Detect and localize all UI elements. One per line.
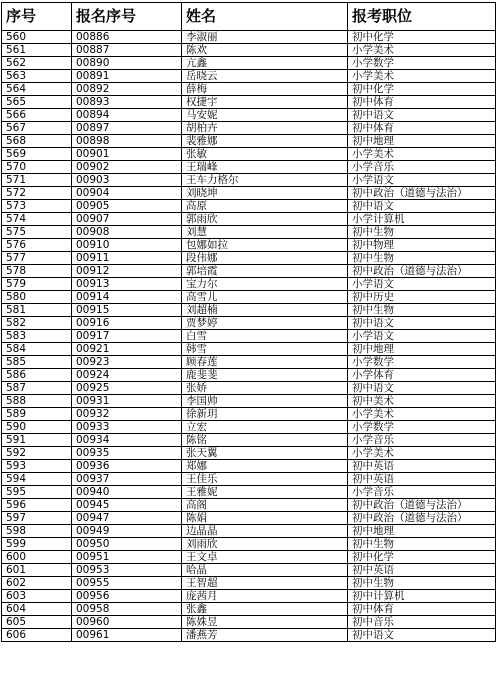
cell-serial-number: 586 bbox=[2, 369, 72, 382]
cell-position: 初中体育 bbox=[348, 96, 496, 109]
cell-registration-number: 00925 bbox=[72, 382, 182, 395]
cell-name: 薛梅 bbox=[182, 83, 348, 96]
cell-serial-number: 599 bbox=[2, 538, 72, 551]
cell-serial-number: 574 bbox=[2, 213, 72, 226]
cell-serial-number: 592 bbox=[2, 447, 72, 460]
table-row bbox=[2, 148, 496, 161]
cell-serial-number: 562 bbox=[2, 57, 72, 70]
cell-serial-number: 585 bbox=[2, 356, 72, 369]
table-row bbox=[2, 369, 496, 382]
cell-serial-number: 603 bbox=[2, 590, 72, 603]
cell-position: 初中语文 bbox=[348, 317, 496, 330]
cell-registration-number: 00953 bbox=[72, 564, 182, 577]
cell-name: 裴雅娜 bbox=[182, 135, 348, 148]
table-row bbox=[2, 135, 496, 148]
table-row bbox=[2, 551, 496, 564]
cell-name: 马安妮 bbox=[182, 109, 348, 122]
cell-serial-number: 560 bbox=[2, 31, 72, 44]
cell-name: 陈欢 bbox=[182, 44, 348, 57]
cell-name: 陈娟 bbox=[182, 512, 348, 525]
cell-serial-number: 581 bbox=[2, 304, 72, 317]
cell-registration-number: 00887 bbox=[72, 44, 182, 57]
cell-position: 初中英语 bbox=[348, 564, 496, 577]
cell-position: 初中地理 bbox=[348, 135, 496, 148]
table-row bbox=[2, 70, 496, 83]
cell-registration-number: 00907 bbox=[72, 213, 182, 226]
cell-name: 鹿斐斐 bbox=[182, 369, 348, 382]
cell-registration-number: 00961 bbox=[72, 629, 182, 642]
cell-position: 小学音乐 bbox=[348, 161, 496, 174]
cell-position: 初中历史 bbox=[348, 291, 496, 304]
table-row bbox=[2, 317, 496, 330]
cell-name: 刘慧 bbox=[182, 226, 348, 239]
table-row bbox=[2, 83, 496, 96]
table-row bbox=[2, 395, 496, 408]
cell-registration-number: 00898 bbox=[72, 135, 182, 148]
cell-name: 贾梦婷 bbox=[182, 317, 348, 330]
table-row bbox=[2, 252, 496, 265]
cell-name: 白雪 bbox=[182, 330, 348, 343]
cell-position: 小学体育 bbox=[348, 369, 496, 382]
cell-registration-number: 00893 bbox=[72, 96, 182, 109]
table-row bbox=[2, 265, 496, 278]
cell-name: 顾春莲 bbox=[182, 356, 348, 369]
cell-registration-number: 00891 bbox=[72, 70, 182, 83]
cell-position: 初中生物 bbox=[348, 252, 496, 265]
cell-position: 小学美术 bbox=[348, 70, 496, 83]
cell-serial-number: 572 bbox=[2, 187, 72, 200]
cell-serial-number: 561 bbox=[2, 44, 72, 57]
cell-registration-number: 00951 bbox=[72, 551, 182, 564]
cell-position: 小学语文 bbox=[348, 330, 496, 343]
cell-position: 初中地理 bbox=[348, 525, 496, 538]
cell-serial-number: 582 bbox=[2, 317, 72, 330]
cell-name: 王车力格尔 bbox=[182, 174, 348, 187]
cell-position: 初中政治（道德与法治） bbox=[348, 512, 496, 525]
cell-registration-number: 00936 bbox=[72, 460, 182, 473]
cell-name: 李淑丽 bbox=[182, 31, 348, 44]
cell-name: 张鑫 bbox=[182, 603, 348, 616]
table-row bbox=[2, 343, 496, 356]
cell-serial-number: 587 bbox=[2, 382, 72, 395]
cell-serial-number: 602 bbox=[2, 577, 72, 590]
cell-serial-number: 595 bbox=[2, 486, 72, 499]
table-row bbox=[2, 226, 496, 239]
cell-registration-number: 00940 bbox=[72, 486, 182, 499]
cell-name: 张娇 bbox=[182, 382, 348, 395]
cell-name: 陈铭 bbox=[182, 434, 348, 447]
cell-serial-number: 583 bbox=[2, 330, 72, 343]
table-row bbox=[2, 408, 496, 421]
cell-registration-number: 00911 bbox=[72, 252, 182, 265]
cell-name: 韩雪 bbox=[182, 343, 348, 356]
cell-position: 小学语文 bbox=[348, 278, 496, 291]
cell-position: 小学语文 bbox=[348, 174, 496, 187]
cell-name: 张敏 bbox=[182, 148, 348, 161]
cell-position: 初中地理 bbox=[348, 343, 496, 356]
cell-registration-number: 00923 bbox=[72, 356, 182, 369]
table-row bbox=[2, 525, 496, 538]
header-row bbox=[2, 3, 496, 31]
table-row bbox=[2, 200, 496, 213]
cell-position: 初中语文 bbox=[348, 109, 496, 122]
table-row bbox=[2, 486, 496, 499]
cell-position: 初中语文 bbox=[348, 200, 496, 213]
cell-position: 初中生物 bbox=[348, 577, 496, 590]
table-row bbox=[2, 460, 496, 473]
header-serial-number: 序号 bbox=[2, 3, 72, 31]
table-body bbox=[2, 31, 496, 642]
cell-serial-number: 573 bbox=[2, 200, 72, 213]
cell-registration-number: 00950 bbox=[72, 538, 182, 551]
cell-position: 初中生物 bbox=[348, 226, 496, 239]
cell-position: 小学音乐 bbox=[348, 434, 496, 447]
cell-serial-number: 569 bbox=[2, 148, 72, 161]
cell-name: 亢鑫 bbox=[182, 57, 348, 70]
cell-registration-number: 00947 bbox=[72, 512, 182, 525]
cell-name: 宝力尔 bbox=[182, 278, 348, 291]
table-row bbox=[2, 434, 496, 447]
cell-position: 初中美术 bbox=[348, 395, 496, 408]
cell-serial-number: 591 bbox=[2, 434, 72, 447]
table-row bbox=[2, 109, 496, 122]
cell-position: 初中化学 bbox=[348, 83, 496, 96]
cell-name: 刘超楠 bbox=[182, 304, 348, 317]
cell-name: 高雪儿 bbox=[182, 291, 348, 304]
cell-name: 边晶晶 bbox=[182, 525, 348, 538]
cell-serial-number: 598 bbox=[2, 525, 72, 538]
cell-serial-number: 604 bbox=[2, 603, 72, 616]
cell-position: 初中语文 bbox=[348, 629, 496, 642]
cell-position: 小学计算机 bbox=[348, 213, 496, 226]
cell-name: 王文卓 bbox=[182, 551, 348, 564]
cell-registration-number: 00902 bbox=[72, 161, 182, 174]
cell-registration-number: 00916 bbox=[72, 317, 182, 330]
cell-serial-number: 566 bbox=[2, 109, 72, 122]
cell-name: 张天翼 bbox=[182, 447, 348, 460]
table-row bbox=[2, 161, 496, 174]
cell-registration-number: 00924 bbox=[72, 369, 182, 382]
cell-serial-number: 580 bbox=[2, 291, 72, 304]
cell-registration-number: 00937 bbox=[72, 473, 182, 486]
cell-registration-number: 00890 bbox=[72, 57, 182, 70]
cell-position: 初中英语 bbox=[348, 473, 496, 486]
cell-registration-number: 00901 bbox=[72, 148, 182, 161]
cell-registration-number: 00894 bbox=[72, 109, 182, 122]
table-row bbox=[2, 96, 496, 109]
cell-serial-number: 578 bbox=[2, 265, 72, 278]
cell-name: 哈晶 bbox=[182, 564, 348, 577]
table-row bbox=[2, 447, 496, 460]
cell-name: 郭培霞 bbox=[182, 265, 348, 278]
table-row bbox=[2, 382, 496, 395]
cell-registration-number: 00915 bbox=[72, 304, 182, 317]
cell-registration-number: 00932 bbox=[72, 408, 182, 421]
header-registration-number: 报名序号 bbox=[72, 3, 182, 31]
cell-position: 初中体育 bbox=[348, 603, 496, 616]
cell-position: 初中生物 bbox=[348, 538, 496, 551]
cell-name: 潘燕芳 bbox=[182, 629, 348, 642]
cell-name: 王佳乐 bbox=[182, 473, 348, 486]
cell-registration-number: 00908 bbox=[72, 226, 182, 239]
cell-name: 刘雨欣 bbox=[182, 538, 348, 551]
cell-serial-number: 589 bbox=[2, 408, 72, 421]
cell-serial-number: 597 bbox=[2, 512, 72, 525]
candidate-table bbox=[1, 2, 496, 642]
cell-serial-number: 567 bbox=[2, 122, 72, 135]
cell-name: 刘晓坤 bbox=[182, 187, 348, 200]
cell-name: 高阁 bbox=[182, 499, 348, 512]
cell-position: 初中音乐 bbox=[348, 616, 496, 629]
table-row bbox=[2, 187, 496, 200]
table-row bbox=[2, 213, 496, 226]
cell-position: 小学数学 bbox=[348, 356, 496, 369]
table-row bbox=[2, 564, 496, 577]
table-row bbox=[2, 330, 496, 343]
table-row bbox=[2, 538, 496, 551]
cell-name: 徐新玥 bbox=[182, 408, 348, 421]
table-row bbox=[2, 31, 496, 44]
cell-position: 小学美术 bbox=[348, 44, 496, 57]
cell-serial-number: 564 bbox=[2, 83, 72, 96]
cell-serial-number: 590 bbox=[2, 421, 72, 434]
cell-position: 初中计算机 bbox=[348, 590, 496, 603]
cell-serial-number: 606 bbox=[2, 629, 72, 642]
cell-registration-number: 00897 bbox=[72, 122, 182, 135]
cell-registration-number: 00935 bbox=[72, 447, 182, 460]
cell-name: 立宏 bbox=[182, 421, 348, 434]
cell-position: 初中政治（道德与法治） bbox=[348, 187, 496, 200]
cell-name: 王雅妮 bbox=[182, 486, 348, 499]
cell-serial-number: 584 bbox=[2, 343, 72, 356]
cell-name: 郑娜 bbox=[182, 460, 348, 473]
table-row bbox=[2, 473, 496, 486]
table-row bbox=[2, 629, 496, 642]
cell-registration-number: 00910 bbox=[72, 239, 182, 252]
cell-position: 初中生物 bbox=[348, 304, 496, 317]
cell-registration-number: 00945 bbox=[72, 499, 182, 512]
cell-position: 初中化学 bbox=[348, 551, 496, 564]
cell-registration-number: 00917 bbox=[72, 330, 182, 343]
table-row bbox=[2, 421, 496, 434]
header-position: 报考职位 bbox=[348, 3, 496, 31]
cell-serial-number: 596 bbox=[2, 499, 72, 512]
cell-serial-number: 579 bbox=[2, 278, 72, 291]
cell-serial-number: 563 bbox=[2, 70, 72, 83]
table-row bbox=[2, 603, 496, 616]
cell-serial-number: 588 bbox=[2, 395, 72, 408]
cell-position: 小学美术 bbox=[348, 408, 496, 421]
cell-registration-number: 00949 bbox=[72, 525, 182, 538]
cell-position: 初中英语 bbox=[348, 460, 496, 473]
cell-registration-number: 00904 bbox=[72, 187, 182, 200]
table-row bbox=[2, 577, 496, 590]
cell-position: 初中政治（道德与法治） bbox=[348, 265, 496, 278]
table-row bbox=[2, 278, 496, 291]
cell-registration-number: 00912 bbox=[72, 265, 182, 278]
cell-serial-number: 565 bbox=[2, 96, 72, 109]
cell-registration-number: 00903 bbox=[72, 174, 182, 187]
cell-serial-number: 571 bbox=[2, 174, 72, 187]
table-row bbox=[2, 356, 496, 369]
cell-serial-number: 576 bbox=[2, 239, 72, 252]
cell-name: 陈姝昱 bbox=[182, 616, 348, 629]
table-row bbox=[2, 512, 496, 525]
cell-registration-number: 00960 bbox=[72, 616, 182, 629]
cell-name: 权捷宇 bbox=[182, 96, 348, 109]
cell-registration-number: 00958 bbox=[72, 603, 182, 616]
cell-name: 高原 bbox=[182, 200, 348, 213]
table-row bbox=[2, 122, 496, 135]
cell-position: 小学数学 bbox=[348, 57, 496, 70]
cell-name: 王智超 bbox=[182, 577, 348, 590]
cell-position: 初中化学 bbox=[348, 31, 496, 44]
table-row bbox=[2, 291, 496, 304]
table-row bbox=[2, 499, 496, 512]
cell-position: 初中政治（道德与法治） bbox=[348, 499, 496, 512]
table-row bbox=[2, 304, 496, 317]
cell-registration-number: 00921 bbox=[72, 343, 182, 356]
cell-serial-number: 570 bbox=[2, 161, 72, 174]
cell-serial-number: 593 bbox=[2, 460, 72, 473]
cell-registration-number: 00892 bbox=[72, 83, 182, 96]
cell-registration-number: 00886 bbox=[72, 31, 182, 44]
table-row bbox=[2, 590, 496, 603]
cell-name: 段伟娜 bbox=[182, 252, 348, 265]
cell-name: 王瑞峰 bbox=[182, 161, 348, 174]
table-row bbox=[2, 44, 496, 57]
cell-registration-number: 00914 bbox=[72, 291, 182, 304]
cell-name: 庞茜月 bbox=[182, 590, 348, 603]
cell-registration-number: 00933 bbox=[72, 421, 182, 434]
cell-name: 郭雨欣 bbox=[182, 213, 348, 226]
table-row bbox=[2, 57, 496, 70]
cell-serial-number: 577 bbox=[2, 252, 72, 265]
cell-name: 包娜如拉 bbox=[182, 239, 348, 252]
cell-position: 小学音乐 bbox=[348, 486, 496, 499]
cell-registration-number: 00913 bbox=[72, 278, 182, 291]
cell-serial-number: 594 bbox=[2, 473, 72, 486]
cell-registration-number: 00955 bbox=[72, 577, 182, 590]
cell-name: 胡柏卉 bbox=[182, 122, 348, 135]
cell-position: 初中物理 bbox=[348, 239, 496, 252]
cell-registration-number: 00934 bbox=[72, 434, 182, 447]
cell-registration-number: 00956 bbox=[72, 590, 182, 603]
cell-position: 小学美术 bbox=[348, 148, 496, 161]
cell-name: 李国帅 bbox=[182, 395, 348, 408]
cell-position: 小学数学 bbox=[348, 421, 496, 434]
cell-position: 小学美术 bbox=[348, 447, 496, 460]
cell-serial-number: 600 bbox=[2, 551, 72, 564]
cell-serial-number: 605 bbox=[2, 616, 72, 629]
cell-registration-number: 00905 bbox=[72, 200, 182, 213]
cell-position: 初中体育 bbox=[348, 122, 496, 135]
table-row bbox=[2, 239, 496, 252]
cell-position: 初中语文 bbox=[348, 382, 496, 395]
table-row bbox=[2, 174, 496, 187]
header-name: 姓名 bbox=[182, 3, 348, 31]
cell-serial-number: 575 bbox=[2, 226, 72, 239]
cell-serial-number: 568 bbox=[2, 135, 72, 148]
cell-name: 岳晓云 bbox=[182, 70, 348, 83]
cell-registration-number: 00931 bbox=[72, 395, 182, 408]
cell-serial-number: 601 bbox=[2, 564, 72, 577]
table-row bbox=[2, 616, 496, 629]
